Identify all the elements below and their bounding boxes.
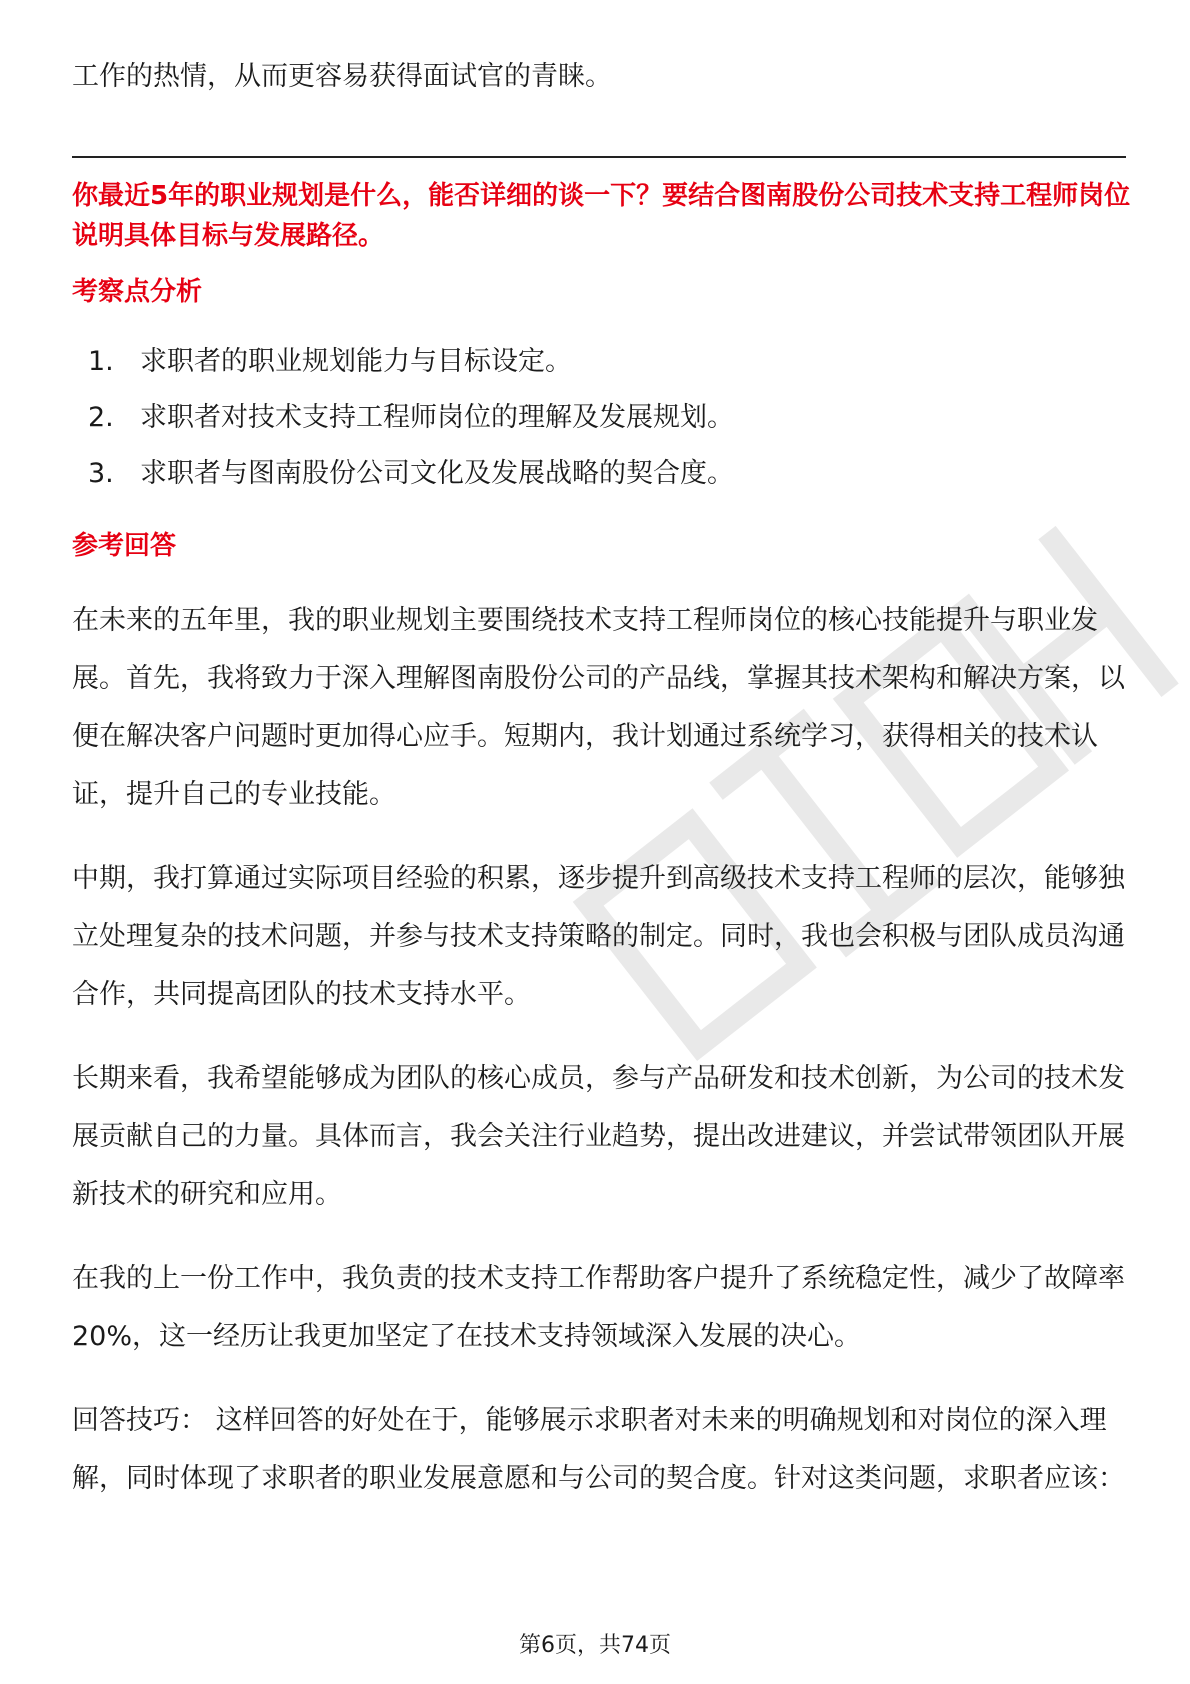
answer-paragraph: 长期来看，我希望能够成为团队的核心成员，参与产品研发和技术创新，为公司的技术发展贡献自己的力量。具体而言，我会关注行业趋势，提出改进建议，并尝试带领团队开展新技术的研究和应用。 bbox=[72, 1062, 1125, 1210]
list-number: 1. bbox=[88, 345, 114, 377]
list-item bbox=[72, 334, 1132, 390]
answer-paragraph: 在我的上一份工作中，我负责的技术支持工作帮助客户提升了系统稳定性，减少了故障率20%，这一经历让我更加坚定了在技术支持领域深入发展的决心。 bbox=[72, 1262, 1125, 1352]
list-number: 2. bbox=[88, 401, 114, 433]
list-item bbox=[72, 390, 1132, 446]
tips-paragraph: 回答技巧： 这样回答的好处在于，能够展示求职者对未来的明确规划和对岗位的深入理解，同时体现了求职者的职业发展意愿和与公司的契合度。针对这类问题，求职者应该： bbox=[72, 1404, 1125, 1494]
list-item bbox=[72, 446, 1132, 502]
list-text: 求职者对技术支持工程师岗位的理解及发展规划。 bbox=[140, 401, 734, 433]
answer-paragraph: 中期，我打算通过实际项目经验的积累，逐步提升到高级技术支持工程师的层次，能够独立处理复杂的技术问题，并参与技术支持策略的制定。同时，我也会积极与团队成员沟通合作，共同提高团队的技术支持水平。 bbox=[72, 862, 1125, 1010]
page-number: 第6页，共74页 bbox=[519, 1633, 671, 1658]
content bbox=[72, 48, 1132, 1508]
divider bbox=[72, 156, 1126, 158]
list-text: 求职者与图南股份公司文化及发展战略的契合度。 bbox=[140, 457, 734, 489]
answer-heading: 参考回答 bbox=[72, 530, 177, 561]
answer-paragraph: 在未来的五年里，我的职业规划主要围绕技术支持工程师岗位的核心技能提升与职业发展。首先，我将致力于深入理解图南股份公司的产品线，掌握其技术架构和解决方案，以便在解决客户问题时更加得心应手。短期内，我计划通过系统学习，获得相关的技术认证，提升自己的专业技能。 bbox=[72, 604, 1125, 810]
question-title: 你最近5年的职业规划是什么，能否详细的谈一下？要结合图南股份公司技术支持工程师岗位说明具体目标与发展路径。 bbox=[72, 180, 1131, 251]
list-number: 3. bbox=[88, 457, 114, 489]
intro-tail: 工作的热情，从而更容易获得面试官的青睐。 bbox=[72, 61, 612, 92]
list-text: 求职者的职业规划能力与目标设定。 bbox=[140, 345, 572, 377]
analysis-list bbox=[72, 334, 1132, 502]
analysis-heading: 考察点分析 bbox=[72, 276, 203, 307]
